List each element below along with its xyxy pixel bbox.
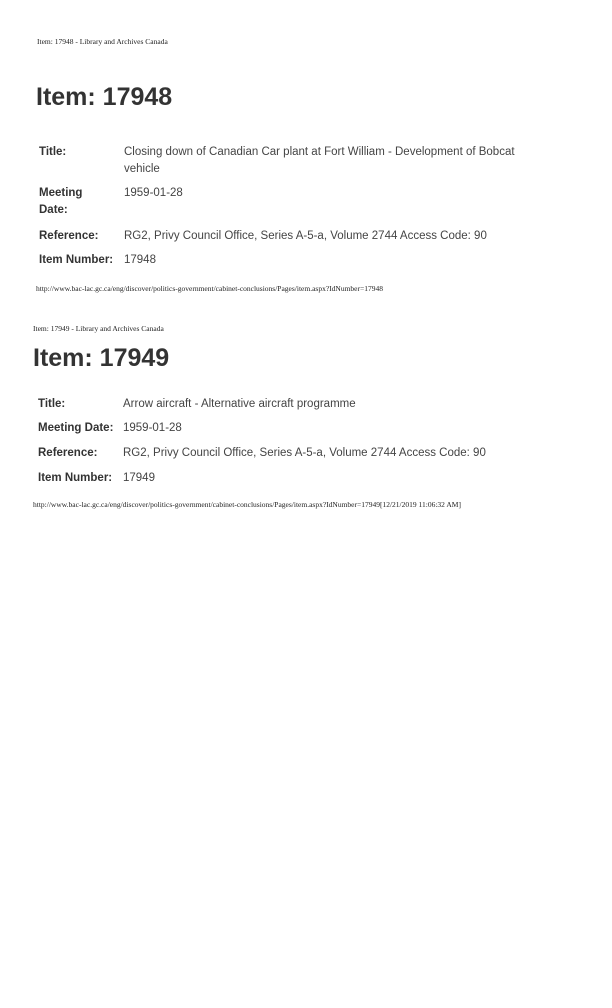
reference-value: RG2, Privy Council Office, Series A-5-a, Volume 2744 Access Code: 90 — [124, 230, 487, 242]
page-header: Item: 17949 - Library and Archives Canada — [33, 324, 164, 333]
item-number-value: 17948 — [124, 254, 156, 266]
title-label: Title: — [39, 146, 67, 158]
meeting-date-value: 1959-01-28 — [124, 187, 183, 199]
meeting-date-label: Meeting Date: — [38, 422, 114, 434]
item-heading: Item: 17949 — [33, 344, 170, 372]
meeting-date-label: Meeting Date: — [39, 187, 83, 216]
item-number-label: Item Number: — [38, 472, 113, 484]
reference-value: RG2, Privy Council Office, Series A-5-a, Volume 2744 Access Code: 90 — [123, 447, 486, 459]
item-number-value: 17949 — [123, 472, 155, 484]
source-url — [33, 500, 461, 509]
item-number-label: Item Number: — [39, 254, 114, 266]
item-heading: Item: 17948 — [36, 83, 173, 111]
source-url — [36, 284, 383, 293]
title-value: Arrow aircraft - Alternative aircraft programme — [123, 398, 356, 410]
title-label: Title: — [38, 398, 66, 410]
page-header: Item: 17948 - Library and Archives Canada — [37, 37, 168, 46]
meeting-date-value: 1959-01-28 — [123, 422, 182, 434]
source-url-link[interactable]: http://www.bac-lac.gc.ca/eng/discover/politics-government/cabinet-conclusions/Pages/item.aspx?IdNumber=17948 — [36, 284, 383, 293]
title-value: Closing down of Canadian Car plant at Fort William - Development of Bobcat vehicle — [124, 146, 515, 175]
metadata-table — [38, 396, 558, 492]
reference-label: Reference: — [38, 447, 98, 459]
source-url-link[interactable]: http://www.bac-lac.gc.ca/eng/discover/politics-government/cabinet-conclusions/Pages/item.aspx?IdNumber=17949[12/21/2019 11:06:32 AM] — [33, 500, 461, 509]
reference-label: Reference: — [39, 230, 99, 242]
metadata-table — [39, 144, 559, 270]
